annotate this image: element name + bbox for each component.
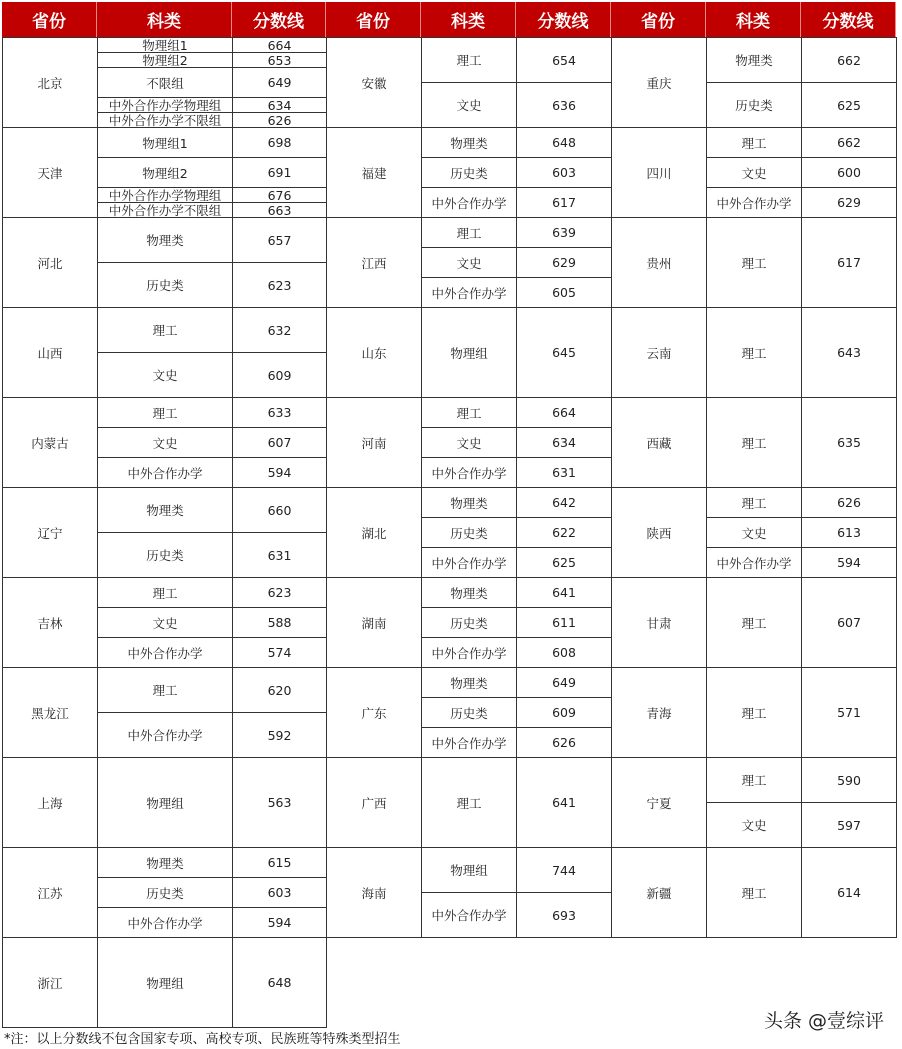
score-cell: 609 bbox=[232, 352, 327, 398]
score-cell: 625 bbox=[516, 547, 612, 578]
score-cell: 744 bbox=[516, 847, 612, 893]
subject-cell: 中外合作办学不限组 bbox=[97, 112, 233, 128]
subject-cell: 文史 bbox=[97, 607, 233, 638]
score-cell: 645 bbox=[516, 307, 612, 398]
subject-cell: 中外合作办学 bbox=[706, 187, 802, 218]
score-cell: 664 bbox=[516, 397, 612, 428]
score-cell: 603 bbox=[516, 157, 612, 188]
subject-cell: 历史类 bbox=[706, 82, 802, 128]
subject-cell: 中外合作办学 bbox=[97, 907, 233, 938]
score-cell: 634 bbox=[232, 97, 327, 113]
score-cell: 623 bbox=[232, 577, 327, 608]
score-cell: 594 bbox=[801, 547, 897, 578]
header-subject: 科类 bbox=[421, 2, 516, 37]
subject-cell: 中外合作办学 bbox=[421, 187, 517, 218]
subject-cell: 中外合作办学 bbox=[421, 892, 517, 938]
province-cell: 河北 bbox=[2, 217, 98, 308]
subject-cell: 中外合作办学不限组 bbox=[97, 202, 233, 218]
subject-cell: 中外合作办学 bbox=[706, 547, 802, 578]
subject-cell: 理工 bbox=[706, 307, 802, 398]
score-cell: 660 bbox=[232, 487, 327, 533]
score-cell: 607 bbox=[232, 427, 327, 458]
province-cell: 浙江 bbox=[2, 937, 98, 1028]
subject-cell: 理工 bbox=[706, 667, 802, 758]
subject-cell: 中外合作办学物理组 bbox=[97, 187, 233, 203]
score-cell: 614 bbox=[801, 847, 897, 938]
province-cell: 四川 bbox=[611, 127, 707, 218]
subject-cell: 中外合作办学 bbox=[421, 637, 517, 668]
subject-cell: 理工 bbox=[706, 127, 802, 158]
subject-cell: 文史 bbox=[706, 802, 802, 848]
subject-cell: 物理组1 bbox=[97, 127, 233, 158]
subject-cell: 物理类 bbox=[97, 847, 233, 878]
score-cell: 625 bbox=[801, 82, 897, 128]
score-cell: 588 bbox=[232, 607, 327, 638]
subject-cell: 理工 bbox=[97, 307, 233, 353]
subject-cell: 历史类 bbox=[97, 532, 233, 578]
province-cell: 山西 bbox=[2, 307, 98, 398]
subject-cell: 物理组2 bbox=[97, 157, 233, 188]
subject-cell: 物理类 bbox=[421, 577, 517, 608]
score-cell: 613 bbox=[801, 517, 897, 548]
footnote: *注：以上分数线不包含国家专项、高校专项、民族班等特殊类型招生 bbox=[4, 1032, 401, 1047]
watermark: 头条 @壹综评 bbox=[763, 1010, 884, 1032]
score-cell: 574 bbox=[232, 637, 327, 668]
score-cell: 620 bbox=[232, 667, 327, 713]
score-cell: 663 bbox=[232, 202, 327, 218]
score-cell: 641 bbox=[516, 757, 612, 848]
score-cell: 691 bbox=[232, 157, 327, 188]
subject-cell: 理工 bbox=[706, 397, 802, 488]
province-cell: 陕西 bbox=[611, 487, 707, 578]
score-cell: 632 bbox=[232, 307, 327, 353]
score-cell: 648 bbox=[516, 127, 612, 158]
score-cell: 629 bbox=[516, 247, 612, 278]
score-cell: 607 bbox=[801, 577, 897, 668]
score-cell: 608 bbox=[516, 637, 612, 668]
score-cell: 662 bbox=[801, 127, 897, 158]
province-cell: 海南 bbox=[326, 847, 422, 938]
subject-cell: 理工 bbox=[706, 487, 802, 518]
subject-cell: 历史类 bbox=[97, 877, 233, 908]
province-cell: 广西 bbox=[326, 757, 422, 848]
header-province: 省份 bbox=[611, 2, 706, 37]
subject-cell: 理工 bbox=[421, 217, 517, 248]
score-cell: 626 bbox=[801, 487, 897, 518]
subject-cell: 历史类 bbox=[421, 607, 517, 638]
score-cell: 623 bbox=[232, 262, 327, 308]
subject-cell: 文史 bbox=[421, 427, 517, 458]
score-cell: 657 bbox=[232, 217, 327, 263]
header-subject: 科类 bbox=[97, 2, 232, 37]
subject-cell: 理工 bbox=[706, 577, 802, 668]
header-subject: 科类 bbox=[706, 2, 801, 37]
score-cell: 629 bbox=[801, 187, 897, 218]
province-cell: 江西 bbox=[326, 217, 422, 308]
score-cell: 626 bbox=[516, 727, 612, 758]
score-cell: 631 bbox=[232, 532, 327, 578]
score-cell: 592 bbox=[232, 712, 327, 758]
province-cell: 湖南 bbox=[326, 577, 422, 668]
subject-cell: 物理组1 bbox=[97, 37, 233, 53]
subject-cell: 理工 bbox=[97, 577, 233, 608]
score-cell: 642 bbox=[516, 487, 612, 518]
score-cell: 617 bbox=[516, 187, 612, 218]
subject-cell: 历史类 bbox=[421, 157, 517, 188]
score-cell: 636 bbox=[516, 82, 612, 128]
province-cell: 新疆 bbox=[611, 847, 707, 938]
header-score: 分数线 bbox=[232, 2, 326, 37]
subject-cell: 中外合作办学 bbox=[97, 712, 233, 758]
subject-cell: 物理组 bbox=[421, 307, 517, 398]
subject-cell: 物理类 bbox=[421, 127, 517, 158]
subject-cell: 物理组 bbox=[97, 757, 233, 848]
province-cell: 西藏 bbox=[611, 397, 707, 488]
subject-cell: 理工 bbox=[421, 757, 517, 848]
province-cell: 重庆 bbox=[611, 37, 707, 128]
score-cell: 639 bbox=[516, 217, 612, 248]
score-cell: 649 bbox=[232, 67, 327, 98]
subject-cell: 文史 bbox=[706, 157, 802, 188]
subject-cell: 历史类 bbox=[97, 262, 233, 308]
province-cell: 广东 bbox=[326, 667, 422, 758]
subject-cell: 物理组 bbox=[97, 937, 233, 1028]
subject-cell: 中外合作办学 bbox=[421, 277, 517, 308]
province-cell: 甘肃 bbox=[611, 577, 707, 668]
subject-cell: 理工 bbox=[421, 37, 517, 83]
subject-cell: 理工 bbox=[97, 397, 233, 428]
score-cell: 590 bbox=[801, 757, 897, 803]
subject-cell: 历史类 bbox=[421, 517, 517, 548]
score-cell: 698 bbox=[232, 127, 327, 158]
subject-cell: 物理类 bbox=[97, 217, 233, 263]
header-score: 分数线 bbox=[801, 2, 896, 37]
province-cell: 河南 bbox=[326, 397, 422, 488]
score-cell: 631 bbox=[516, 457, 612, 488]
score-cell: 605 bbox=[516, 277, 612, 308]
score-cell: 603 bbox=[232, 877, 327, 908]
score-cell: 648 bbox=[232, 937, 327, 1028]
subject-cell: 中外合作办学 bbox=[97, 637, 233, 668]
subject-cell: 文史 bbox=[97, 352, 233, 398]
province-cell: 福建 bbox=[326, 127, 422, 218]
subject-cell: 物理组2 bbox=[97, 52, 233, 68]
province-cell: 上海 bbox=[2, 757, 98, 848]
subject-cell: 文史 bbox=[97, 427, 233, 458]
subject-cell: 理工 bbox=[706, 757, 802, 803]
subject-cell: 物理类 bbox=[421, 487, 517, 518]
score-cell: 664 bbox=[232, 37, 327, 53]
score-cell: 643 bbox=[801, 307, 897, 398]
score-cell: 600 bbox=[801, 157, 897, 188]
score-cell: 571 bbox=[801, 667, 897, 758]
score-cell: 594 bbox=[232, 907, 327, 938]
score-cell: 641 bbox=[516, 577, 612, 608]
score-cell: 654 bbox=[516, 37, 612, 83]
subject-cell: 文史 bbox=[421, 82, 517, 128]
subject-cell: 文史 bbox=[706, 517, 802, 548]
province-cell: 青海 bbox=[611, 667, 707, 758]
subject-cell: 理工 bbox=[706, 217, 802, 308]
score-cell: 634 bbox=[516, 427, 612, 458]
score-cell: 594 bbox=[232, 457, 327, 488]
subject-cell: 物理类 bbox=[706, 37, 802, 83]
header-province: 省份 bbox=[326, 2, 421, 37]
score-cell: 563 bbox=[232, 757, 327, 848]
subject-cell: 文史 bbox=[421, 247, 517, 278]
subject-cell: 理工 bbox=[706, 847, 802, 938]
score-cell: 633 bbox=[232, 397, 327, 428]
subject-cell: 中外合作办学 bbox=[421, 727, 517, 758]
subject-cell: 中外合作办学 bbox=[421, 547, 517, 578]
province-cell: 贵州 bbox=[611, 217, 707, 308]
subject-cell: 不限组 bbox=[97, 67, 233, 98]
province-cell: 山东 bbox=[326, 307, 422, 398]
province-cell: 湖北 bbox=[326, 487, 422, 578]
province-cell: 宁夏 bbox=[611, 757, 707, 848]
score-cell: 626 bbox=[232, 112, 327, 128]
score-cell: 597 bbox=[801, 802, 897, 848]
province-cell: 内蒙古 bbox=[2, 397, 98, 488]
score-cell: 693 bbox=[516, 892, 612, 938]
province-cell: 辽宁 bbox=[2, 487, 98, 578]
province-cell: 云南 bbox=[611, 307, 707, 398]
province-cell: 安徽 bbox=[326, 37, 422, 128]
subject-cell: 中外合作办学 bbox=[421, 457, 517, 488]
subject-cell: 理工 bbox=[97, 667, 233, 713]
province-cell: 吉林 bbox=[2, 577, 98, 668]
province-cell: 天津 bbox=[2, 127, 98, 218]
subject-cell: 物理类 bbox=[421, 667, 517, 698]
subject-cell: 中外合作办学 bbox=[97, 457, 233, 488]
subject-cell: 中外合作办学物理组 bbox=[97, 97, 233, 113]
score-cell: 611 bbox=[516, 607, 612, 638]
score-cell: 617 bbox=[801, 217, 897, 308]
score-cell: 649 bbox=[516, 667, 612, 698]
score-cell: 662 bbox=[801, 37, 897, 83]
score-cell: 622 bbox=[516, 517, 612, 548]
province-cell: 北京 bbox=[2, 37, 98, 128]
subject-cell: 理工 bbox=[421, 397, 517, 428]
header-score: 分数线 bbox=[516, 2, 611, 37]
score-cell: 609 bbox=[516, 697, 612, 728]
subject-cell: 物理类 bbox=[97, 487, 233, 533]
score-cell: 615 bbox=[232, 847, 327, 878]
score-cell: 635 bbox=[801, 397, 897, 488]
score-cell: 653 bbox=[232, 52, 327, 68]
subject-cell: 物理组 bbox=[421, 847, 517, 893]
score-cell: 676 bbox=[232, 187, 327, 203]
province-cell: 黑龙江 bbox=[2, 667, 98, 758]
subject-cell: 历史类 bbox=[421, 697, 517, 728]
province-cell: 江苏 bbox=[2, 847, 98, 938]
header-province: 省份 bbox=[2, 2, 97, 37]
